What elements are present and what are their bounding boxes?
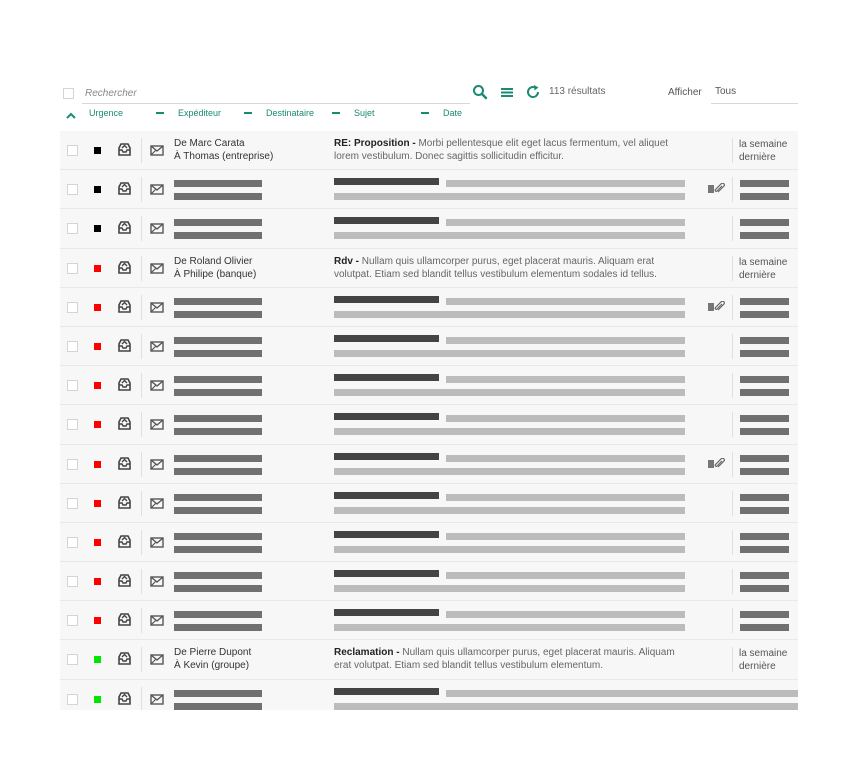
- preview-placeholder-bar: [334, 703, 798, 710]
- urgency-indicator: [94, 147, 101, 154]
- search-icon[interactable]: [472, 84, 488, 100]
- inbox-icon[interactable]: [117, 338, 132, 353]
- subject-placeholder-bar: [334, 335, 439, 342]
- column-divider: [732, 647, 733, 672]
- row-checkbox[interactable]: [67, 341, 78, 352]
- recipient-placeholder-bar: [174, 546, 262, 553]
- date-placeholder-bar: [740, 350, 789, 357]
- column-divider: [732, 295, 733, 320]
- table-row[interactable]: [60, 209, 798, 248]
- sort-date-label: Date: [443, 108, 463, 118]
- inbox-icon[interactable]: [117, 377, 132, 392]
- column-divider: [141, 138, 142, 163]
- menu-icon[interactable]: [499, 84, 515, 100]
- row-checkbox[interactable]: [67, 694, 78, 705]
- preview-placeholder-bar: [446, 415, 685, 422]
- preview-placeholder-bar: [334, 350, 685, 357]
- date-placeholder-bar: [740, 376, 789, 383]
- recipient-placeholder-bar: [174, 468, 262, 475]
- inbox-icon[interactable]: [117, 612, 132, 627]
- preview-placeholder-bar: [446, 180, 685, 187]
- column-divider: [141, 452, 142, 477]
- urgency-indicator: [94, 696, 101, 703]
- preview-placeholder-bar: [446, 337, 685, 344]
- column-divider: [141, 295, 142, 320]
- subject-placeholder-bar: [334, 178, 439, 185]
- sender-placeholder-bar: [174, 572, 262, 579]
- inbox-icon[interactable]: [117, 651, 132, 666]
- subject-preview: Morbi pellentesque elit eget lacus fermentum, vel aliquet lorem vestibulum. Donec sagittis sollicitudin efficitur.: [334, 138, 669, 162]
- column-divider: [732, 569, 733, 594]
- recipient-placeholder-bar: [174, 585, 262, 592]
- sender-placeholder-bar: [174, 494, 262, 501]
- urgency-indicator: [94, 421, 101, 428]
- sender-placeholder-bar: [174, 180, 262, 187]
- sort-destinataire-label: Destinataire: [266, 108, 315, 118]
- recipient-placeholder-bar: [174, 193, 262, 200]
- table-row[interactable]: [60, 249, 798, 288]
- date-placeholder-bar: [740, 180, 789, 187]
- column-divider: [141, 334, 142, 359]
- message-date: la semaine dernière: [739, 648, 788, 673]
- column-divider: [141, 569, 142, 594]
- subject-title: Reclamation -: [334, 647, 400, 659]
- preview-placeholder-bar: [334, 311, 685, 318]
- sender-info: [174, 646, 324, 672]
- column-divider: [141, 373, 142, 398]
- message-date: la semaine dernière: [739, 139, 788, 163]
- date-placeholder-bar: [740, 494, 789, 501]
- date-placeholder-bar: [740, 611, 789, 618]
- preview-placeholder-bar: [334, 428, 685, 435]
- preview-placeholder-bar: [446, 494, 685, 501]
- preview-placeholder-bar: [334, 389, 685, 396]
- date-placeholder-bar: [740, 232, 789, 239]
- sender-to: À Thomas (entreprise): [174, 151, 274, 162]
- row-checkbox[interactable]: [67, 498, 78, 509]
- subject-placeholder-bar: [334, 609, 439, 616]
- inbox-icon[interactable]: [117, 142, 132, 157]
- inbox-icon[interactable]: [117, 181, 132, 196]
- date-placeholder-bar: [740, 546, 789, 553]
- urgency-indicator: [94, 617, 101, 624]
- attachment-icon: [707, 183, 727, 194]
- envelope-icon: [150, 223, 164, 234]
- preview-placeholder-bar: [446, 611, 685, 618]
- sort-dash-icon: [244, 112, 252, 114]
- recipient-placeholder-bar: [174, 350, 262, 357]
- subject-title: Rdv -: [334, 255, 359, 267]
- preview-placeholder-bar: [334, 507, 685, 514]
- table-row[interactable]: [60, 445, 798, 484]
- attachment-icon: [707, 301, 727, 312]
- urgency-indicator: [94, 343, 101, 350]
- preview-placeholder-bar: [334, 232, 685, 239]
- subject-placeholder-bar: [334, 217, 439, 224]
- column-divider: [141, 177, 142, 202]
- search-input[interactable]: [82, 83, 470, 104]
- sender-placeholder-bar: [174, 690, 262, 697]
- table-row[interactable]: [60, 288, 798, 327]
- table-row[interactable]: [60, 327, 798, 366]
- sender-placeholder-bar: [174, 337, 262, 344]
- recipient-placeholder-bar: [174, 624, 262, 631]
- inbox-icon[interactable]: [117, 416, 132, 431]
- urgency-indicator: [94, 539, 101, 546]
- column-divider: [141, 687, 142, 710]
- column-divider: [141, 608, 142, 633]
- date-placeholder-bar: [740, 311, 789, 318]
- sender-placeholder-bar: [174, 376, 262, 383]
- preview-placeholder-bar: [446, 455, 685, 462]
- recipient-placeholder-bar: [174, 232, 262, 239]
- column-divider: [732, 412, 733, 437]
- column-divider: [141, 530, 142, 555]
- message-subject[interactable]: [334, 646, 679, 672]
- table-row[interactable]: [60, 640, 798, 679]
- sender-to: À Philipe (banque): [174, 268, 257, 280]
- preview-placeholder-bar: [446, 376, 685, 383]
- row-checkbox[interactable]: [67, 654, 78, 665]
- envelope-icon: [150, 498, 164, 509]
- sender-from: De Roland Olivier: [174, 255, 253, 267]
- date-placeholder-bar: [740, 572, 789, 579]
- date-placeholder-bar: [740, 533, 789, 540]
- sort-date[interactable]: [421, 108, 462, 118]
- preview-placeholder-bar: [446, 219, 685, 226]
- recipient-placeholder-bar: [174, 389, 262, 396]
- preview-placeholder-bar: [334, 546, 685, 553]
- subject-placeholder-bar: [334, 296, 439, 303]
- table-row[interactable]: [60, 562, 798, 601]
- select-all-checkbox[interactable]: [63, 88, 74, 99]
- subject-placeholder-bar: [334, 374, 439, 381]
- date-placeholder-bar: [740, 298, 789, 305]
- urgency-indicator: [94, 304, 101, 311]
- envelope-icon: [150, 459, 164, 470]
- column-divider: [141, 412, 142, 437]
- date-placeholder-bar: [740, 455, 789, 462]
- subject-placeholder-bar: [334, 688, 439, 695]
- table-row[interactable]: [60, 601, 798, 640]
- preview-placeholder-bar: [446, 690, 798, 697]
- sort-sujet-label: Sujet: [354, 108, 375, 118]
- table-row[interactable]: [60, 170, 798, 209]
- table-row[interactable]: [60, 484, 798, 523]
- table-row[interactable]: [60, 523, 798, 562]
- table-row[interactable]: [60, 131, 798, 170]
- message-date: la semaine dernière: [739, 256, 788, 281]
- date-placeholder-bar: [740, 468, 789, 475]
- row-checkbox[interactable]: [67, 537, 78, 548]
- envelope-icon: [150, 341, 164, 352]
- column-divider: [141, 256, 142, 281]
- sender-info: [174, 255, 324, 281]
- table-row[interactable]: [60, 366, 798, 405]
- recipient-placeholder-bar: [174, 703, 262, 710]
- row-checkbox[interactable]: [67, 145, 78, 156]
- refresh-icon[interactable]: [525, 84, 541, 100]
- sort-urgence[interactable]: Urgence: [89, 108, 124, 118]
- envelope-icon: [150, 419, 164, 430]
- sender-info: [174, 137, 324, 163]
- urgency-indicator: [94, 656, 101, 663]
- sender-placeholder-bar: [174, 219, 262, 226]
- urgency-indicator: [94, 265, 101, 272]
- preview-placeholder-bar: [446, 533, 685, 540]
- sort-dash-icon: [421, 112, 429, 114]
- row-checkbox[interactable]: [67, 419, 78, 430]
- attachment-icon: [707, 458, 727, 469]
- message-list-app: [60, 80, 798, 710]
- date-placeholder-bar: [740, 389, 789, 396]
- date-placeholder-bar: [740, 219, 789, 226]
- message-subject[interactable]: [334, 137, 679, 163]
- column-divider: [732, 177, 733, 202]
- envelope-icon: [150, 145, 164, 156]
- column-divider: [732, 256, 733, 281]
- row-checkbox[interactable]: [67, 380, 78, 391]
- urgency-indicator: [94, 225, 101, 232]
- preview-placeholder-bar: [334, 193, 685, 200]
- envelope-icon: [150, 694, 164, 705]
- urgency-indicator: [94, 500, 101, 507]
- date-placeholder-bar: [740, 337, 789, 344]
- message-subject[interactable]: [334, 255, 679, 281]
- row-checkbox[interactable]: [67, 184, 78, 195]
- date-placeholder-bar: [740, 585, 789, 592]
- date-placeholder-bar: [740, 624, 789, 631]
- sort-sujet[interactable]: [332, 108, 375, 118]
- sender-placeholder-bar: [174, 415, 262, 422]
- preview-placeholder-bar: [446, 572, 685, 579]
- sender-placeholder-bar: [174, 298, 262, 305]
- urgency-indicator: [94, 382, 101, 389]
- sort-destinataire[interactable]: [244, 108, 314, 118]
- inbox-icon[interactable]: [117, 534, 132, 549]
- urgency-indicator: [94, 186, 101, 193]
- envelope-icon: [150, 654, 164, 665]
- sort-dash-icon: [332, 112, 340, 114]
- preview-placeholder-bar: [334, 624, 685, 631]
- row-checkbox[interactable]: [67, 615, 78, 626]
- recipient-placeholder-bar: [174, 428, 262, 435]
- sender-placeholder-bar: [174, 533, 262, 540]
- column-divider: [732, 608, 733, 633]
- urgency-indicator: [94, 578, 101, 585]
- sort-header: [60, 108, 798, 124]
- inbox-icon[interactable]: [117, 691, 132, 706]
- envelope-icon: [150, 615, 164, 626]
- column-divider: [732, 138, 733, 163]
- sender-to: À Kevin (groupe): [174, 660, 250, 672]
- column-divider: [141, 647, 142, 672]
- row-checkbox[interactable]: [67, 459, 78, 470]
- inbox-icon[interactable]: [117, 260, 132, 275]
- column-divider: [732, 373, 733, 398]
- date-placeholder-bar: [740, 507, 789, 514]
- envelope-icon: [150, 184, 164, 195]
- column-divider: [732, 491, 733, 516]
- preview-placeholder-bar: [334, 585, 685, 592]
- row-checkbox[interactable]: [67, 576, 78, 587]
- table-row[interactable]: [60, 405, 798, 444]
- row-checkbox[interactable]: [67, 263, 78, 274]
- recipient-placeholder-bar: [174, 311, 262, 318]
- column-divider: [732, 452, 733, 477]
- date-placeholder-bar: [740, 428, 789, 435]
- envelope-icon: [150, 537, 164, 548]
- afficher-select[interactable]: Tous: [711, 83, 798, 104]
- results-count: 113 résultats: [549, 86, 606, 97]
- table-row[interactable]: [60, 680, 798, 710]
- sender-placeholder-bar: [174, 611, 262, 618]
- sort-expediteur[interactable]: [156, 108, 221, 118]
- row-checkbox[interactable]: [67, 223, 78, 234]
- sort-expediteur-label: Expéditeur: [178, 108, 222, 118]
- afficher-label: Afficher: [668, 87, 702, 98]
- subject-title: RE: Proposition -: [334, 138, 416, 149]
- sender-placeholder-bar: [174, 455, 262, 462]
- column-divider: [732, 530, 733, 555]
- column-divider: [141, 216, 142, 241]
- column-divider: [732, 216, 733, 241]
- column-divider: [732, 334, 733, 359]
- date-placeholder-bar: [740, 193, 789, 200]
- envelope-icon: [150, 302, 164, 313]
- sort-dash-icon: [156, 112, 164, 114]
- inbox-icon[interactable]: [117, 573, 132, 588]
- preview-placeholder-bar: [446, 298, 685, 305]
- urgency-indicator: [94, 461, 101, 468]
- subject-placeholder-bar: [334, 413, 439, 420]
- inbox-icon[interactable]: [117, 495, 132, 510]
- sender-from: De Marc Carata: [174, 138, 245, 149]
- message-list: [60, 131, 798, 710]
- envelope-icon: [150, 380, 164, 391]
- recipient-placeholder-bar: [174, 507, 262, 514]
- subject-placeholder-bar: [334, 570, 439, 577]
- toolbar: [60, 80, 798, 105]
- inbox-icon[interactable]: [117, 220, 132, 235]
- inbox-icon[interactable]: [117, 299, 132, 314]
- date-placeholder-bar: [740, 415, 789, 422]
- envelope-icon: [150, 576, 164, 587]
- subject-placeholder-bar: [334, 453, 439, 460]
- envelope-icon: [150, 263, 164, 274]
- subject-placeholder-bar: [334, 492, 439, 499]
- inbox-icon[interactable]: [117, 456, 132, 471]
- preview-placeholder-bar: [334, 468, 685, 475]
- column-divider: [141, 491, 142, 516]
- row-checkbox[interactable]: [67, 302, 78, 313]
- subject-placeholder-bar: [334, 531, 439, 538]
- subject-preview: Nullam quis ullamcorper purus, eget placerat mauris. Aliquam erat volutpat. Etiam sed blandit tellus vestibulum elementum.: [334, 647, 675, 672]
- sender-from: De Pierre Dupont: [174, 647, 252, 659]
- subject-preview: Nullam quis ullamcorper purus, eget placerat mauris. Aliquam erat volutpat. Etiam sed blandit tellus vestibulum elementum sodales id tellus.: [334, 255, 657, 280]
